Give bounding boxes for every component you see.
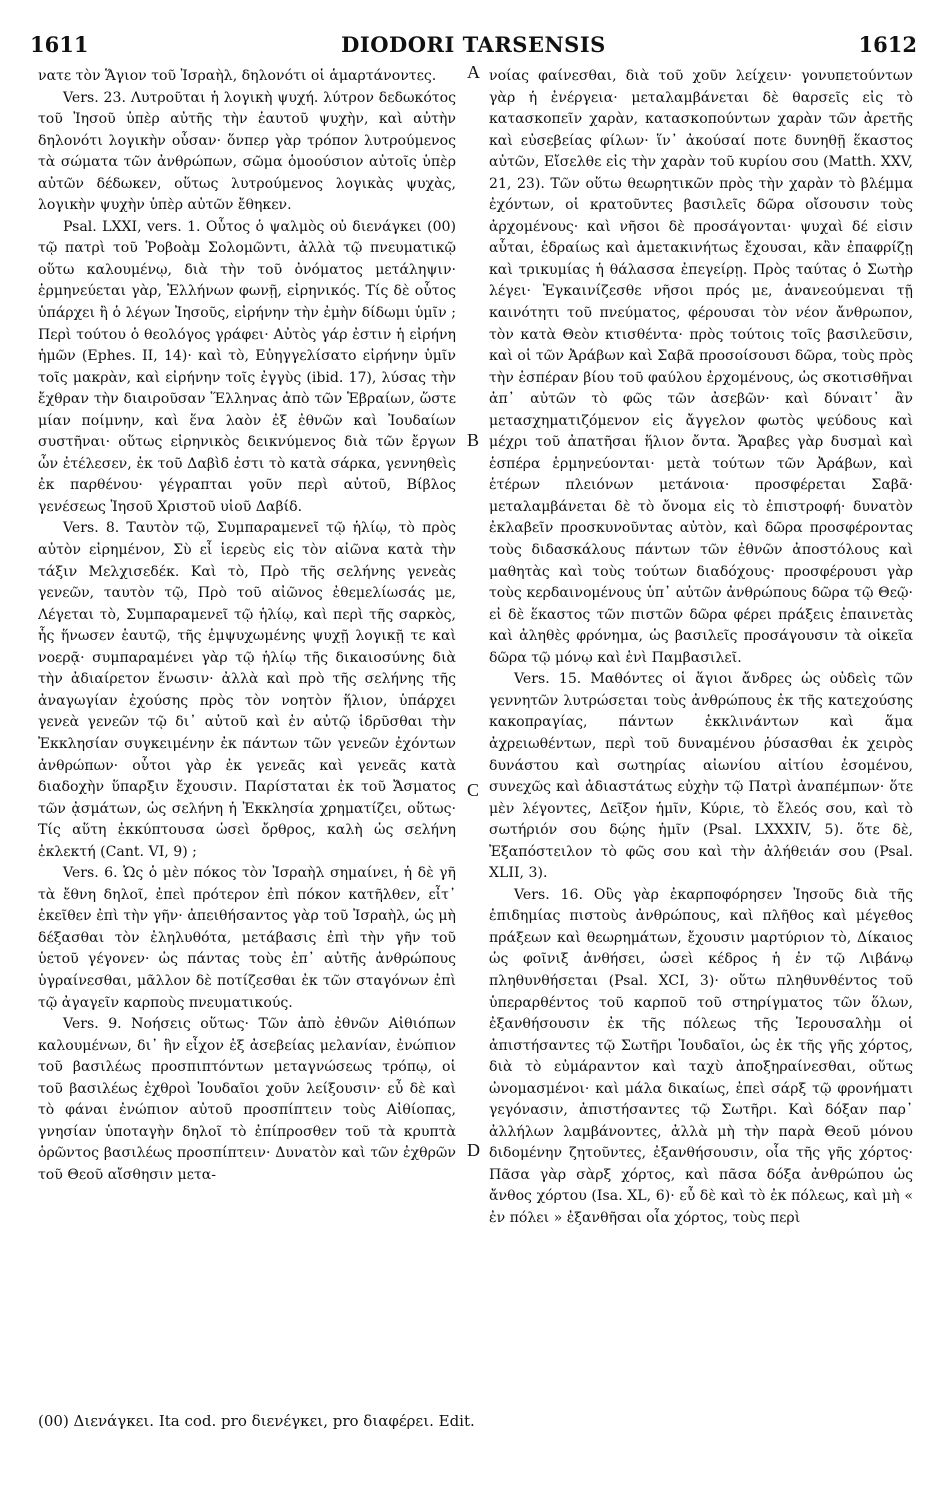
paragraph: Vers. 8. Ταυτὸν τῷ, Συμπαραμενεῖ τῷ ἡλίῳ, τὸ πρὸς αὐτὸν εἰρημένον, Σὺ εἶ ἱερεὺς εἰς τὸν αἰῶνα κατὰ τὴν τάξιν Μελχισεδέκ. Καὶ τὸ, Πρὸ τῆς σελήνης γενεὰς γενεῶν, ταυτὸν τῷ, Πρὸ τοῦ αἰῶνος ἐθεμελίωσάς με, Λέγεται τὸ, Συμπαραμενεῖ τῷ ἡλίῳ, καὶ περὶ τῆς σαρκὸς, ἧς ἥνωσεν ἑαυτῷ, τῆς ἐμψυχωμένης ψυχῇ λογικῇ τε καὶ νοερᾷ· συμπαραμένει γὰρ τῷ ἡλίῳ τῆς δικαιοσύνης διὰ τὴν ἀδιαίρετον ἕνωσιν· ἀλλὰ καὶ πρὸ τῆς σελήνης τῆς ἀναγωγίαν ἐχούσης πρὸς τὸν νοητὸν ἥλιον, ὑπάρχει γενεὰ γενεῶν τῷ δι᾿ αὐτοῦ καὶ ἐν αὐτῷ ἱδρῦσθαι τὴν Ἐκκλησίαν συγκειμένην ἐκ πάντων τῶν γενεῶν ἐχόντων ἀνθρώπων· οὗτοι γὰρ ἐκ γενεᾶς καὶ γενεᾶς κατὰ διαδοχὴν ὕπαρξιν ἔχουσιν. Παρίσταται ἐκ τοῦ Ἄσματος τῶν ᾀσμάτων, ὡς σελήνη ἡ Ἐκκλησία χρηματίζει, οὕτως· Τίς αὕτη ἐκκύπτουσα ὡσεὶ ὄρθρος, καλὴ ὡς σελήνη ἐκλεκτή (Cant. VI, 9) ;: [38, 520, 456, 860]
paragraph: νοίας φαίνεσθαι, διὰ τοῦ χοῦν λείχειν· γονυπετούντων γὰρ ἡ ἐνέργεια· μεταλαμβάνεται δὲ θαρσεῖς εἰς τὸ κατασκοπεῖν χαρὰν, κατασκοπούντων χαρὰν τῶν ἀρετῆς καὶ εὐσεβείας φίλων· ἵν᾿ ἀκούσαί ποτε δυνηθῇ ἕκαστος αὐτῶν, Εἴσελθε εἰς τὴν χαρὰν τοῦ κυρίου σου (Matth. XXV, 21, 23). Τῶν οὕτω θεωρητικῶν πρὸς τὴν χαρὰν τὸ βλέμμα ἐχόντων, οἱ κρατοῦντες βασιλεῖς δῶρα οἴσουσιν τοὺς ἀρχομένους· καὶ νῆσοι δὲ προσάγονται· ψυχαὶ δέ εἰσιν αὗται, ἑδραίως καὶ ἀμετακινήτως ἔχουσαι, κἂν ἐπαφρίζῃ καὶ τρικυμίας ἡ θάλασσα ἐπεγείρῃ. Πρὸς ταύτας ὁ Σωτὴρ λέγει· Ἐγκαινίζεσθε νῆσοι πρός με, ἀνανεούμεναι τῇ καινότητι τοῦ πνεύματος, φέρουσαι τὸν νέον ἄνθρωπον, τὸν κατὰ Θεὸν κτισθέντα· πρὸς τούτοις τοῖς βασιλεῦσιν, καὶ οἱ τῶν Ἀράβων καὶ Σαβᾶ προσοίσουσι δῶρα, τοὺς πρὸς τὴν ἑσπέραν βίου τοῦ φαύλου ἐρχομένους, ὡς σκοτισθῆναι ἀπ᾿ αὐτῶν τὸ φῶς τῶν ἀσεβῶν· καὶ δύναιτ᾿ ἂν μετασχηματιζόμενον εἰς ἄγγελον φωτὸς ψεύδους καὶ μέχρι τοῦ ἀπατῆσαι ἥλιον ὄντα. Ἄραβες γὰρ δυσμαὶ καὶ ἑσπέρα ἑρμηνεύονται· μετὰ τούτων τῶν Ἀράβων, καὶ ἑτέρων πλειόνων μετάνοια· προσφέρεται Σαβᾶ· μεταλαμβάνεται δὲ τὸ ὄνομα εἰς τὸ ἐπιστροφή· δυνατὸν ἐκλαβεῖν προσκυνοῦντας αὐτὸν, καὶ δῶρα προσφέροντας τοὺς διδασκάλους πάντων τῶν ἐθνῶν ἀποστόλους καὶ μαθητὰς καὶ τοὺς τούτων διαδόχους· προσφέρουσι γὰρ τοὺς κερδαινομένους ὑπ᾿ αὐτῶν ἀνθρώπους δῶρα τῷ Θεῷ· εἰ δὲ ἕκαστος τῶν πιστῶν δῶρα φέρει πράξεις ἐπαινετὰς καὶ ἀληθὲς φρόνημα, ὡς βασιλεῖς προσάγουσιν τὰ οἰκεῖα δῶρα τῷ μόνῳ καὶ ἑνὶ Παμβασιλεῖ.: [489, 68, 913, 666]
paragraph: Vers. 23. Λυτροῦται ἡ λογικὴ ψυχή. λύτρον δεδωκότος τοῦ Ἰησοῦ ὑπὲρ αὐτῆς τὴν ἑαυτοῦ ψυχὴν, καὶ αὐτὴν δηλονότι λογικὴν οὖσαν· ὅνπερ γὰρ τρόπον λυτρούμενος τὰ σώματα τῶν ἀνθρώπων, σῶμα ὁμοούσιον αὐτοῖς ὑπὲρ αὐτῶν δέδωκεν, οὕτως λυτρούμενος λογικὰς ψυχὰς, λογικὴν ψυχὴν ὑπὲρ αὐτῶν ἔθηκεν.: [38, 89, 456, 214]
section-marker-a: A: [467, 62, 480, 82]
paragraph: Vers. 6. Ὡς ὁ μὲν πόκος τὸν Ἰσραὴλ σημαίνει, ἡ δὲ γῆ τὰ ἔθνη δηλοῖ, ἐπεὶ πρότερον ἐπὶ πόκον κατῆλθεν, εἶτ᾿ ἐκεῖθεν ἐπὶ τὴν γῆν· ἀπειθήσαντος γὰρ τοῦ Ἰσραὴλ, ὡς μὴ δέξασθαι τὸν ἐληλυθότα, μετάβασις ἐπὶ τὴν γῆν τοῦ ὑετοῦ γέγονεν· ὡς πάντας τοὺς ἐπ᾿ αὐτῆς ἀνθρώπους ὑγραίνεσθαι, μᾶλλον δὲ ποτίζεσθαι ἐκ τῶν σταγόνων ἐπὶ τῷ ἀγαγεῖν καρποὺς πνευματικούς.: [38, 865, 456, 1011]
paragraph: Vers. 9. Νοήσεις οὕτως· Τῶν ἀπὸ ἐθνῶν Αἰθιόπων καλουμένων, δι᾿ ἣν εἶχον ἐξ ἀσεβείας μελανίαν, ἐνώπιον τοῦ βασιλέως προσπιπτόντων μεταγνώσεως τρόπῳ, οἱ τοῦ βασιλέως ἐχθροὶ Ἰουδαῖοι χοῦν λείξουσιν· εὖ δὲ καὶ τὸ φάναι ἐνώπιον αὐτοῦ προσπίπτειν τοὺς Αἰθίοπας, γνησίαν ὑποταγὴν δηλοῖ τὸ ἐπίπροσθεν τοῦ τὰ κρυπτὰ ὁρῶντος βασιλέως προσπίπτειν· Δυνατὸν καὶ τῶν ἐχθρῶν τοῦ Θεοῦ αἴσθησιν μετα-: [38, 1016, 456, 1183]
page-header: [30, 32, 917, 62]
right-column: [489, 66, 913, 1230]
paragraph: Vers. 16. Οὓς γὰρ ἐκαρποφόρησεν Ἰησοῦς διὰ τῆς ἐπιδημίας πιστοὺς ἀνθρώπους, καὶ πλῆθος καὶ μέγεθος πράξεων καὶ θεωρημάτων, ἔχουσιν μαρτύριον τὸ, Δίκαιος ὡς φοῖνιξ ἀνθήσει, ὡσεὶ κέδρος ἡ ἐν τῷ Λιβάνῳ πληθυνθήσεται (Psal. XCI, 3)· οὕτω πληθυνθέντος τοῦ ὑπεραρθέντος τοῦ καρποῦ τοῦ στηρίγματος τῶν ὅλων, ἐξανθήσουσιν ἐκ τῆς πόλεως τῆς Ἱερουσαλὴμ οἱ ἀπιστήσαντες τῷ Σωτῆρι Ἰουδαῖοι, ὡς ἐκ τῆς γῆς χόρτος, διὰ τὸ εὐμάραντον καὶ ταχὺ ἀποξηραίνεσθαι, οὕτως ὠνομασμένοι· καὶ μάλα δικαίως, ἐπεὶ σάρξ τῷ φρονήματι γεγόνασιν, ἀπιστήσαντες τῷ Σωτῆρι. Καὶ δόξαν παρ᾿ ἀλλήλων λαμβάνοντες, ἀλλὰ μὴ τὴν παρὰ Θεοῦ μόνου διδομένην ζητοῦντες, ἐξανθήσουσιν, οἷα τῆς γῆς χόρτος· Πᾶσα γὰρ σὰρξ χόρτος, καὶ πᾶσα δόξα ἀνθρώπου ὡς ἄνθος χόρτου (Isa. XL, 6)· εὖ δὲ καὶ τὸ ἐκ πόλεως, καὶ μὴ « ἐν πόλει » ἐξανθῆσαι οἷα χόρτος, τοὺς περὶ: [489, 886, 913, 1226]
page-number-right: 1612: [858, 32, 917, 57]
page-number-left: 1611: [30, 32, 89, 57]
footnote: (00) Διενάγκει. Ita cod. pro διενέγκει, pro διαφέρει. Edit.: [38, 1412, 475, 1430]
section-marker-c: C: [467, 780, 480, 800]
section-marker-d: D: [467, 1140, 480, 1160]
left-column: [38, 66, 456, 1186]
paragraph: Psal. LXXI, vers. 1. Οὗτος ὁ ψαλμὸς οὐ διενάγκει (00) τῷ πατρὶ τοῦ Ῥοβοὰμ Σολομῶντι, ἀλλὰ τῷ πνευματικῷ οὕτω καλουμένῳ, διὰ τὴν τοῦ ὀνόματος μετάληψιν· ἑρμηνεύεται γὰρ, Ἑλλήνων φωνῇ, εἰρηνικός. Τίς δὲ οὗτος ὑπάρχει ἢ ὁ λέγων Ἰησοῦς, εἰρήνην τὴν ἐμὴν δίδωμι ὑμῖν ; Περὶ τούτου ὁ θεολόγος γράφει· Αὐτὸς γάρ ἐστιν ἡ εἰρήνη ἡμῶν (Ephes. II, 14)· καὶ τὸ, Εὐηγγελίσατο εἰρήνην ὑμῖν τοῖς μακρὰν, καὶ εἰρήνην τοῖς ἐγγὺς (ibid. 17), λύσας τὴν ἔχθραν τὴν διαιροῦσαν Ἕλληνας ἀπὸ τῶν Ἑβραίων, ὥστε μίαν ποίμνην, καὶ ἕνα λαὸν ἐξ ἐθνῶν καὶ Ἰουδαίων συστῆναι· οὕτως εἰρηνικὸς δεικνύμενος διὰ τῶν ἔργων ὧν ἐτέλεσεν, ἐκ τοῦ Δαβὶδ ἐστι τὸ κατὰ σάρκα, γεννηθεὶς ἐκ παρθένου· γέγραπται γοῦν περὶ αὐτοῦ, Βίβλος γενέσεως Ἰησοῦ Χριστοῦ υἱοῦ Δαβίδ.: [38, 218, 456, 515]
section-marker-b: B: [467, 430, 480, 450]
paragraph: νατε τὸν Ἅγιον τοῦ Ἰσραὴλ, δηλονότι οἱ ἁμαρτάνοντες.: [38, 68, 437, 84]
running-title: DIODORI TARSENSIS: [341, 32, 606, 57]
paragraph: Vers. 15. Μαθόντες οἱ ἅγιοι ἄνδρες ὡς οὐδεὶς τῶν γεννητῶν λυτρώσεται τοὺς ἀνθρώπους ἐκ τῆς κατεχούσης κακοπραγίας, πάντων ἐκκλινάντων καὶ ἅμα ἀχρειωθέντων, περὶ τοῦ δυναμένου ῥύσασθαι ἐκ χειρὸς δυνάστου καὶ σωτηρίας αἰωνίου αἰτίου ἐσομένου, συνεχῶς καὶ ἀδιαστάτως εὐχὴν τῷ Πατρὶ ἀναπέμπων· ὅτε μὲν λέγοντες, Δεῖξον ἡμῖν, Κύριε, τὸ ἔλεός σου, καὶ τὸ σωτήριόν σου δῴης ἡμῖν (Psal. LXXXIV, 5). ὅτε δὲ, Ἐξαπόστειλον τὸ φῶς σου καὶ τὴν ἀλήθειάν σου (Psal. XLII, 3).: [489, 671, 913, 882]
